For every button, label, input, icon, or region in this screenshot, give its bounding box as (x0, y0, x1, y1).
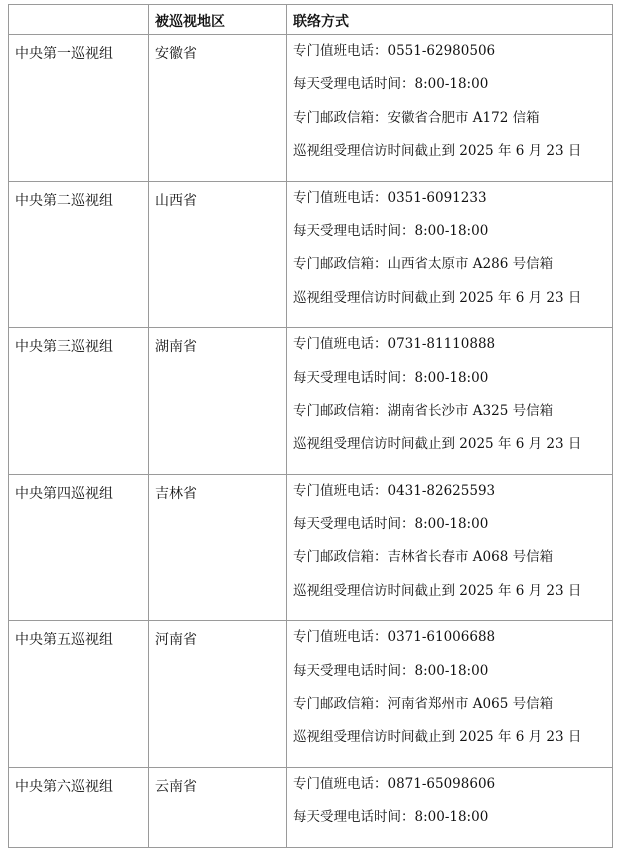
phone-line: 专门值班电话：0731-81110888 (293, 336, 496, 353)
phone-line: 专门值班电话：0871-65098606 (293, 775, 496, 792)
header-region: 被巡视地区 (149, 5, 287, 35)
region-name: 山西省 (149, 181, 287, 328)
contact-cell (287, 474, 613, 621)
phone-line: 专门值班电话：0371-61006688 (293, 629, 496, 646)
region-name: 河南省 (149, 621, 287, 768)
table-row (9, 767, 613, 847)
hours-line: 每天受理电话时间：8:00-18:00 (293, 76, 489, 93)
hours-line: 每天受理电话时间：8:00-18:00 (293, 809, 489, 826)
hours-line: 每天受理电话时间：8:00-18:00 (293, 516, 489, 533)
table-row (9, 181, 613, 328)
region-name: 吉林省 (149, 474, 287, 621)
mailbox-line: 专门邮政信箱：湖南省长沙市 A325 号信箱 (293, 402, 554, 419)
deadline-line: 巡视组受理信访时间截止到 2025 年 6 月 23 日 (293, 143, 582, 160)
region-name: 安徽省 (149, 35, 287, 182)
phone-line: 专门值班电话：0351-6091233 (293, 189, 487, 206)
contact-cell (287, 35, 613, 182)
mailbox-line: 专门邮政信箱：安徽省合肥市 A172 信箱 (293, 109, 540, 126)
mailbox-line: 专门邮政信箱：山西省太原市 A286 号信箱 (293, 256, 554, 273)
header-group (9, 5, 149, 35)
inspection-contact-table (8, 4, 613, 848)
table-row (9, 35, 613, 182)
group-name: 中央第三巡视组 (9, 328, 149, 475)
group-name: 中央第一巡视组 (9, 35, 149, 182)
hours-line: 每天受理电话时间：8:00-18:00 (293, 369, 489, 386)
table-row (9, 621, 613, 768)
contact-cell (287, 621, 613, 768)
region-name: 云南省 (149, 767, 287, 847)
hours-line: 每天受理电话时间：8:00-18:00 (293, 662, 489, 679)
table-row (9, 328, 613, 475)
group-name: 中央第六巡视组 (9, 767, 149, 847)
header-contact: 联络方式 (287, 5, 613, 35)
phone-line: 专门值班电话：0551-62980506 (293, 43, 496, 59)
deadline-line: 巡视组受理信访时间截止到 2025 年 6 月 23 日 (293, 436, 582, 453)
deadline-line: 巡视组受理信访时间截止到 2025 年 6 月 23 日 (293, 582, 582, 599)
contact-cell (287, 328, 613, 475)
region-name: 湖南省 (149, 328, 287, 475)
deadline-line: 巡视组受理信访时间截止到 2025 年 6 月 23 日 (293, 729, 582, 746)
contact-cell (287, 767, 613, 847)
hours-line: 每天受理电话时间：8:00-18:00 (293, 222, 489, 239)
deadline-line: 巡视组受理信访时间截止到 2025 年 6 月 23 日 (293, 289, 582, 306)
mailbox-line: 专门邮政信箱：河南省郑州市 A065 号信箱 (293, 696, 554, 713)
mailbox-line: 专门邮政信箱：吉林省长春市 A068 号信箱 (293, 549, 554, 566)
table-header-row (9, 5, 613, 35)
group-name: 中央第五巡视组 (9, 621, 149, 768)
document-table-container (8, 4, 612, 848)
group-name: 中央第二巡视组 (9, 181, 149, 328)
contact-cell (287, 181, 613, 328)
group-name: 中央第四巡视组 (9, 474, 149, 621)
table-row (9, 474, 613, 621)
phone-line: 专门值班电话：0431-82625593 (293, 482, 496, 499)
